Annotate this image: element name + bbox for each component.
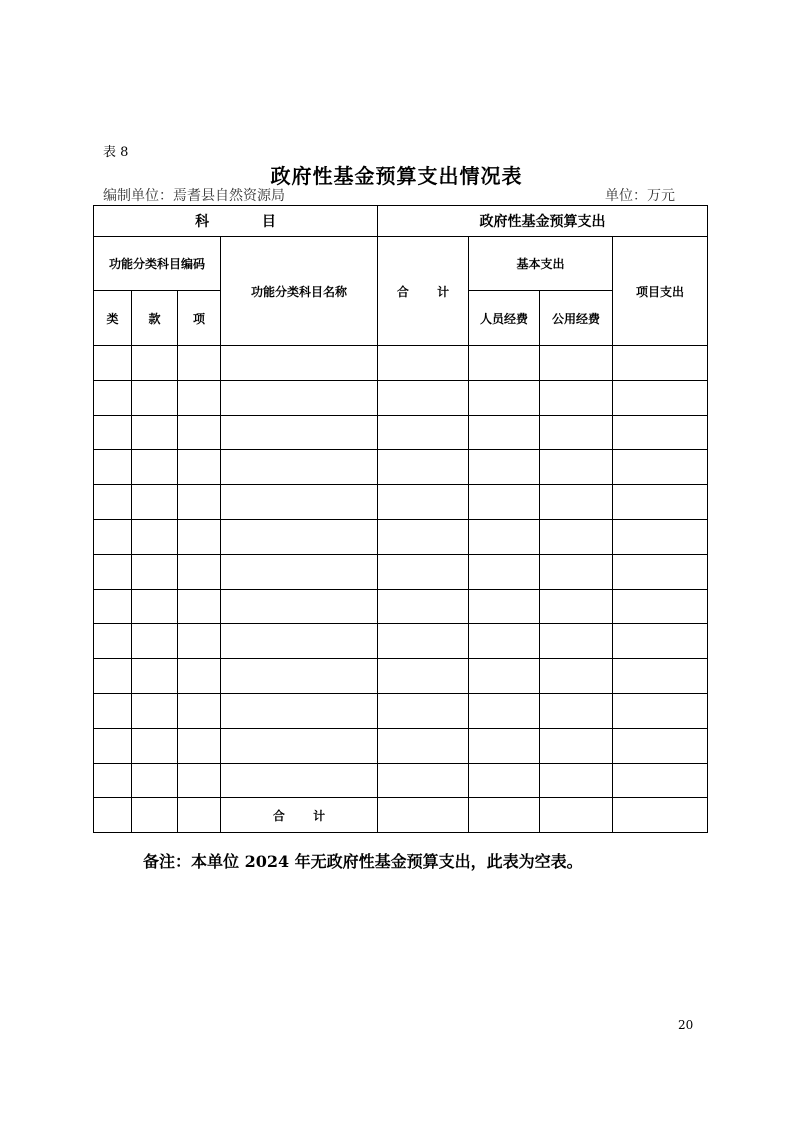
table-cell bbox=[378, 624, 469, 659]
table-cell bbox=[613, 798, 708, 833]
table-cell bbox=[613, 554, 708, 589]
table-cell bbox=[221, 380, 378, 415]
table-cell bbox=[469, 380, 540, 415]
table-cell bbox=[94, 519, 132, 554]
table-row bbox=[94, 763, 708, 798]
table-cell bbox=[469, 519, 540, 554]
table-row bbox=[94, 519, 708, 554]
table-cell bbox=[613, 728, 708, 763]
table-cell bbox=[132, 693, 178, 728]
table-cell bbox=[132, 624, 178, 659]
header-public: 公用经费 bbox=[540, 291, 613, 346]
table-cell bbox=[540, 728, 613, 763]
table-cell bbox=[613, 415, 708, 450]
table-cell bbox=[469, 415, 540, 450]
header-xiang: 项 bbox=[178, 291, 221, 346]
table-cell bbox=[132, 519, 178, 554]
table-cell bbox=[132, 763, 178, 798]
table-cell bbox=[540, 346, 613, 381]
table-cell bbox=[178, 624, 221, 659]
table-cell bbox=[613, 485, 708, 520]
table-cell bbox=[94, 659, 132, 694]
table-cell bbox=[469, 485, 540, 520]
table-cell bbox=[469, 624, 540, 659]
table-cell bbox=[540, 450, 613, 485]
table-cell bbox=[469, 346, 540, 381]
table-cell bbox=[178, 589, 221, 624]
header-personnel: 人员经费 bbox=[469, 291, 540, 346]
table-cell bbox=[613, 659, 708, 694]
header-func-code: 功能分类科目编码 bbox=[94, 237, 221, 291]
table-cell bbox=[469, 659, 540, 694]
table-cell bbox=[378, 485, 469, 520]
table-cell bbox=[94, 485, 132, 520]
table-cell bbox=[469, 589, 540, 624]
table-cell bbox=[94, 380, 132, 415]
table-cell bbox=[378, 589, 469, 624]
table-cell bbox=[221, 450, 378, 485]
table-cell bbox=[132, 346, 178, 381]
table-cell bbox=[132, 554, 178, 589]
table-cell bbox=[94, 415, 132, 450]
table-row bbox=[94, 624, 708, 659]
table-cell bbox=[178, 728, 221, 763]
table-cell bbox=[221, 346, 378, 381]
table-row bbox=[94, 450, 708, 485]
table-cell bbox=[221, 659, 378, 694]
table-row bbox=[94, 346, 708, 381]
table-cell bbox=[94, 589, 132, 624]
table-cell bbox=[378, 693, 469, 728]
table-cell bbox=[613, 450, 708, 485]
table-cell bbox=[221, 763, 378, 798]
table-cell bbox=[540, 554, 613, 589]
table-cell bbox=[613, 589, 708, 624]
total-row-label: 合 计 bbox=[221, 798, 378, 833]
footnote: 备注：本单位 2024 年无政府性基金预算支出，此表为空表。 bbox=[143, 852, 583, 871]
table-cell bbox=[132, 485, 178, 520]
table-cell bbox=[613, 624, 708, 659]
header-expenditure: 政府性基金预算支出 bbox=[378, 206, 708, 237]
table-row bbox=[94, 380, 708, 415]
table-cell bbox=[132, 380, 178, 415]
table-cell bbox=[469, 728, 540, 763]
table-row bbox=[94, 659, 708, 694]
table-cell bbox=[94, 763, 132, 798]
table-row bbox=[94, 415, 708, 450]
table-cell bbox=[613, 763, 708, 798]
table-cell bbox=[132, 798, 178, 833]
table-cell bbox=[178, 693, 221, 728]
table-cell bbox=[178, 485, 221, 520]
table-cell bbox=[178, 415, 221, 450]
compiling-unit: 编制单位：焉耆县自然资源局 bbox=[103, 188, 285, 204]
table-cell bbox=[94, 554, 132, 589]
table-cell bbox=[378, 728, 469, 763]
table-cell bbox=[540, 589, 613, 624]
table-cell bbox=[378, 346, 469, 381]
table-cell bbox=[469, 798, 540, 833]
table-cell bbox=[469, 693, 540, 728]
page-number: 20 bbox=[678, 1018, 694, 1032]
table-cell bbox=[178, 659, 221, 694]
table-cell bbox=[613, 346, 708, 381]
header-total: 合 计 bbox=[378, 237, 469, 346]
table-cell bbox=[540, 798, 613, 833]
page-title: 政府性基金预算支出情况表 bbox=[270, 164, 523, 188]
table-cell bbox=[178, 519, 221, 554]
table-cell bbox=[132, 589, 178, 624]
table-cell bbox=[378, 798, 469, 833]
header-kuan: 款 bbox=[132, 291, 178, 346]
table-cell bbox=[613, 519, 708, 554]
table-cell bbox=[378, 659, 469, 694]
table-cell bbox=[540, 659, 613, 694]
table-cell bbox=[178, 554, 221, 589]
table-row bbox=[94, 693, 708, 728]
header-class: 类 bbox=[94, 291, 132, 346]
table-cell bbox=[132, 728, 178, 763]
table-cell bbox=[469, 763, 540, 798]
total-row bbox=[94, 798, 708, 833]
table-number-label: 表 8 bbox=[103, 145, 129, 160]
table-row bbox=[94, 728, 708, 763]
table-cell bbox=[378, 380, 469, 415]
table-cell bbox=[540, 693, 613, 728]
table-cell bbox=[378, 554, 469, 589]
table-cell bbox=[540, 415, 613, 450]
table-cell bbox=[94, 450, 132, 485]
budget-table bbox=[93, 205, 708, 833]
table-cell bbox=[221, 519, 378, 554]
table-cell bbox=[178, 763, 221, 798]
table-cell bbox=[540, 763, 613, 798]
header-func-name: 功能分类科目名称 bbox=[221, 237, 378, 346]
table-cell bbox=[132, 659, 178, 694]
table-cell bbox=[540, 519, 613, 554]
table-cell bbox=[540, 485, 613, 520]
table-cell bbox=[178, 380, 221, 415]
table-cell bbox=[178, 450, 221, 485]
table-cell bbox=[94, 346, 132, 381]
header-subject: 科 目 bbox=[94, 206, 378, 237]
table-cell bbox=[613, 380, 708, 415]
header-basic: 基本支出 bbox=[469, 237, 613, 291]
table-cell bbox=[221, 554, 378, 589]
table-cell bbox=[613, 693, 708, 728]
table-cell bbox=[221, 693, 378, 728]
table-cell bbox=[94, 693, 132, 728]
table-cell bbox=[540, 380, 613, 415]
currency-unit: 单位：万元 bbox=[605, 188, 675, 204]
table-cell bbox=[469, 450, 540, 485]
table-cell bbox=[378, 415, 469, 450]
table-cell bbox=[178, 346, 221, 381]
table-cell bbox=[221, 589, 378, 624]
table-row bbox=[94, 589, 708, 624]
table-cell bbox=[132, 450, 178, 485]
table-cell bbox=[540, 624, 613, 659]
table-cell bbox=[378, 763, 469, 798]
table-row bbox=[94, 554, 708, 589]
header-project: 项目支出 bbox=[613, 237, 708, 346]
table-cell bbox=[94, 624, 132, 659]
table-cell bbox=[178, 798, 221, 833]
table-cell bbox=[221, 415, 378, 450]
table-cell bbox=[469, 554, 540, 589]
table-cell bbox=[94, 798, 132, 833]
table-cell bbox=[94, 728, 132, 763]
table-cell bbox=[221, 624, 378, 659]
table-cell bbox=[378, 450, 469, 485]
table-cell bbox=[221, 728, 378, 763]
table-cell bbox=[378, 519, 469, 554]
table-row bbox=[94, 485, 708, 520]
table-cell bbox=[132, 415, 178, 450]
table-cell bbox=[221, 485, 378, 520]
